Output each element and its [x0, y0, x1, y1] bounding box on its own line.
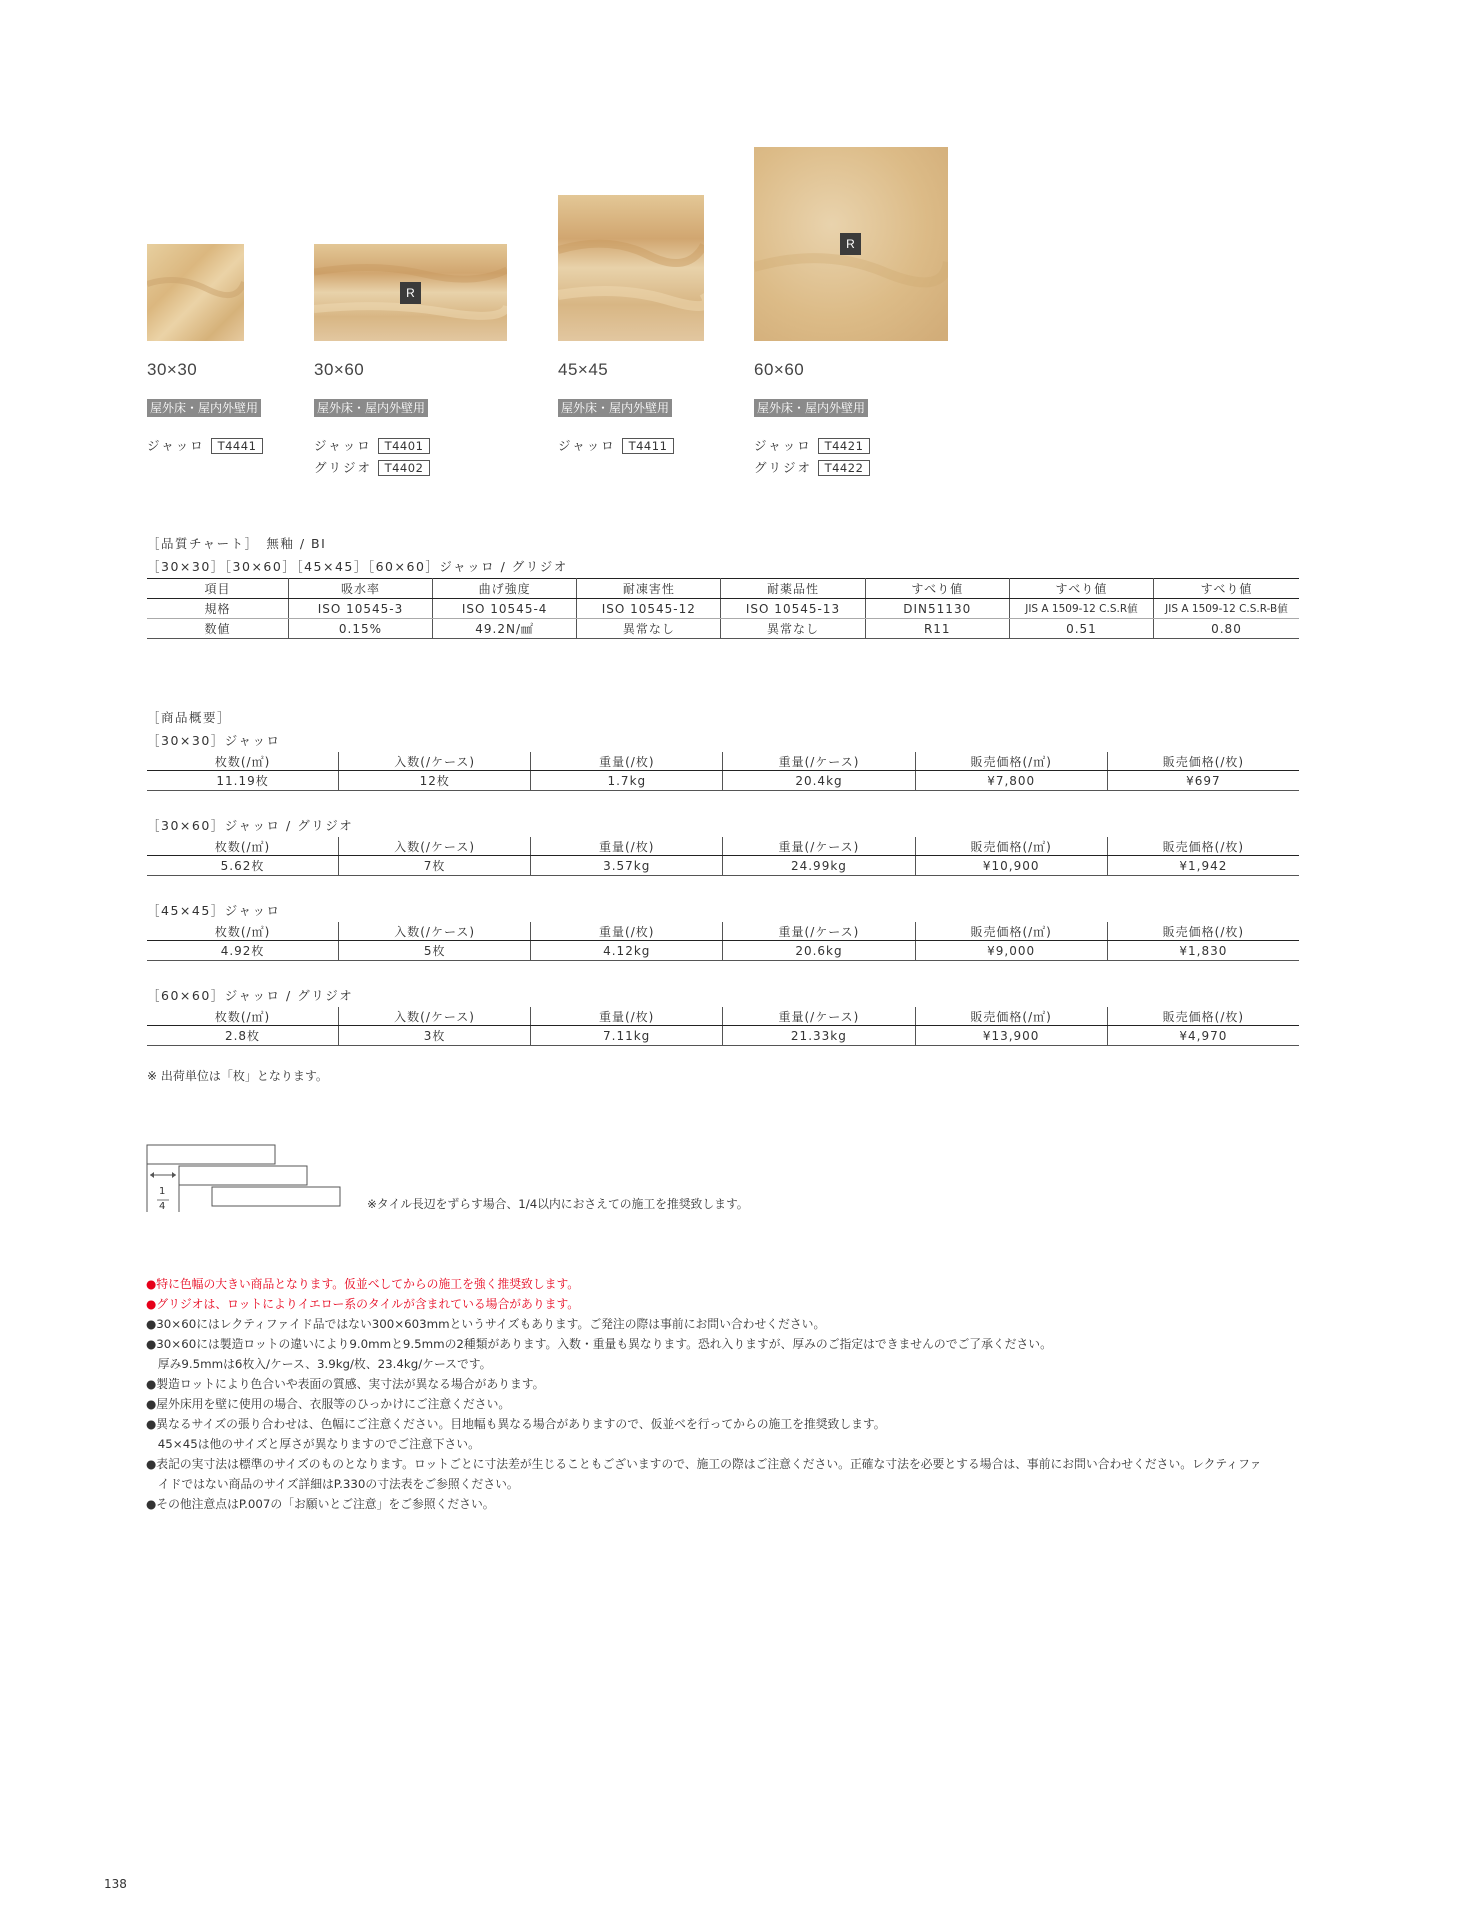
table-cell: 20.4kg: [723, 771, 915, 791]
table-cell: ISO 10545-12: [577, 599, 721, 619]
table-cell: ISO 10545-3: [288, 599, 432, 619]
product-entry: [558, 436, 674, 454]
summary-group-label: ［45×45］ジャッロ: [147, 903, 281, 918]
table-cell: 販売価格(/枚): [1107, 837, 1299, 856]
table-cell: 0.51: [1009, 619, 1153, 639]
tile-image-45x45: [558, 195, 704, 341]
table-cell: 異常なし: [577, 619, 721, 639]
table-cell: 項目: [147, 579, 288, 599]
table-cell: 数値: [147, 619, 288, 639]
offset-diagram-caption: ※タイル長辺をずらす場合、1/4以内におさえての施工を推奨致します。: [367, 1197, 749, 1211]
table-cell: 1.7kg: [531, 771, 723, 791]
table-cell: 21.33kg: [723, 1026, 915, 1046]
table-row: [147, 1026, 1299, 1046]
table-cell: ¥9,000: [915, 941, 1107, 961]
table-cell: 重量(/枚): [531, 922, 723, 941]
usage-badge: 屋外床・屋内外壁用: [558, 399, 672, 417]
fraction-denominator: 4: [159, 1201, 166, 1212]
note-item: ●30×60には製造ロットの違いにより9.0mmと9.5mmの2種類があります。入数・重量も異なります。恐れ入りますが、厚みのご指定はできませんのでご了承ください。: [146, 1337, 1052, 1351]
product-entry: [314, 436, 430, 454]
table-cell: ¥697: [1107, 771, 1299, 791]
table-cell: 重量(/枚): [531, 837, 723, 856]
table-cell: 3.57kg: [531, 856, 723, 876]
table-cell: 49.2N/㎟: [433, 619, 577, 639]
table-cell: JIS A 1509-12 C.S.R値: [1009, 599, 1153, 619]
table-cell: 5枚: [339, 941, 531, 961]
table-cell: 4.12kg: [531, 941, 723, 961]
table-cell: ISO 10545-13: [721, 599, 865, 619]
summary-group-label: ［30×30］ジャッロ: [147, 733, 281, 748]
table-cell: 販売価格(/㎡): [915, 922, 1107, 941]
table-cell: 販売価格(/㎡): [915, 752, 1107, 771]
table-cell: 重量(/ケース): [723, 752, 915, 771]
table-cell: 7.11kg: [531, 1026, 723, 1046]
table-row: [147, 856, 1299, 876]
product-name: ジャッロ: [754, 438, 812, 453]
note-item: 45×45は他のサイズと厚さが異なりますのでご注意下さい。: [146, 1437, 480, 1451]
table-cell: JIS A 1509-12 C.S.R-B値: [1153, 599, 1299, 619]
table-cell: 入数(/ケース): [339, 752, 531, 771]
table-cell: ¥1,942: [1107, 856, 1299, 876]
table-cell: 重量(/枚): [531, 1007, 723, 1026]
table-row: [147, 771, 1299, 791]
table-cell: 5.62枚: [147, 856, 339, 876]
table-cell: すべり値: [1009, 579, 1153, 599]
table-cell: 枚数(/㎡): [147, 1007, 339, 1026]
note-item: ●その他注意点はP.007の「お願いとご注意」をご参照ください。: [146, 1497, 495, 1511]
tile-size-label: 60×60: [754, 360, 805, 379]
table-cell: 重量(/ケース): [723, 837, 915, 856]
table-cell: ¥13,900: [915, 1026, 1107, 1046]
summary-group-label: ［30×60］ジャッロ / グリジオ: [147, 818, 354, 833]
table-cell: 枚数(/㎡): [147, 752, 339, 771]
table-cell: すべり値: [1153, 579, 1299, 599]
table-cell: 販売価格(/枚): [1107, 1007, 1299, 1026]
product-code: T4411: [622, 438, 674, 454]
product-name: グリジオ: [754, 460, 813, 475]
table-cell: DIN51130: [865, 599, 1009, 619]
tile-image-30x30: [147, 244, 244, 341]
page-number: 138: [104, 1877, 127, 1891]
table-cell: すべり値: [865, 579, 1009, 599]
tile-size-label: 30×30: [147, 360, 198, 379]
product-code: T4401: [378, 438, 430, 454]
table-cell: 販売価格(/枚): [1107, 752, 1299, 771]
summary-table: [147, 1007, 1299, 1046]
note-item: ●特に色幅の大きい商品となります。仮並べしてからの施工を強く推奨致します。: [146, 1277, 580, 1291]
table-row: [147, 941, 1299, 961]
table-row: [147, 922, 1299, 941]
note-item: ●製造ロットにより色合いや表面の質感、実寸法が異なる場合があります。: [146, 1377, 545, 1391]
note-item: 厚み9.5mmは6枚入/ケース、3.9kg/枚、23.4kg/ケースです。: [146, 1357, 492, 1371]
product-name: ジャッロ: [147, 438, 205, 453]
table-cell: 24.99kg: [723, 856, 915, 876]
product-code: T4422: [818, 460, 870, 476]
usage-badge: 屋外床・屋内外壁用: [147, 399, 261, 417]
summary-table: [147, 922, 1299, 961]
table-cell: 12枚: [339, 771, 531, 791]
product-entry: [754, 458, 870, 476]
table-row: [147, 619, 1299, 639]
table-cell: 3枚: [339, 1026, 531, 1046]
tile-size-label: 30×60: [314, 360, 365, 379]
note-item: イドではない商品のサイズ詳細はP.330の寸法表をご参照ください。: [146, 1477, 519, 1491]
product-code: T4421: [818, 438, 870, 454]
table-cell: 7枚: [339, 856, 531, 876]
table-cell: 曲げ強度: [433, 579, 577, 599]
usage-badge: 屋外床・屋内外壁用: [314, 399, 428, 417]
table-cell: 販売価格(/㎡): [915, 837, 1107, 856]
product-name: ジャッロ: [314, 438, 372, 453]
fraction-numerator: 1: [159, 1186, 166, 1197]
quality-table: [147, 578, 1299, 639]
quality-chart-subtitle: ［30×30］［30×60］［45×45］［60×60］ジャッロ / グリジオ: [147, 559, 568, 574]
table-row: [147, 599, 1299, 619]
table-cell: 耐凍害性: [577, 579, 721, 599]
table-cell: 2.8枚: [147, 1026, 339, 1046]
table-cell: 重量(/枚): [531, 752, 723, 771]
product-code: T4402: [378, 460, 430, 476]
table-cell: 異常なし: [721, 619, 865, 639]
table-cell: 入数(/ケース): [339, 922, 531, 941]
table-cell: 0.80: [1153, 619, 1299, 639]
note-item: ●屋外床用を壁に使用の場合、衣服等のひっかけにご注意ください。: [146, 1397, 511, 1411]
summary-table: [147, 752, 1299, 791]
rectified-badge: R: [840, 233, 861, 255]
table-cell: 4.92枚: [147, 941, 339, 961]
table-row: [147, 579, 1299, 599]
table-cell: 耐薬品性: [721, 579, 865, 599]
table-cell: ¥4,970: [1107, 1026, 1299, 1046]
table-cell: R11: [865, 619, 1009, 639]
tile-size-label: 45×45: [558, 360, 609, 379]
summary-group-label: ［60×60］ジャッロ / グリジオ: [147, 988, 354, 1003]
tile-image-30x60: [314, 244, 507, 341]
table-cell: 重量(/ケース): [723, 1007, 915, 1026]
quality-chart-title: ［品質チャート］ 無釉 / BⅠ: [147, 536, 327, 551]
table-cell: 20.6kg: [723, 941, 915, 961]
shipping-footnote: ※ 出荷単位は「枚」となります。: [147, 1069, 328, 1083]
table-row: [147, 837, 1299, 856]
product-entry: [314, 458, 430, 476]
table-cell: 入数(/ケース): [339, 1007, 531, 1026]
table-cell: 0.15%: [288, 619, 432, 639]
product-name: ジャッロ: [558, 438, 616, 453]
table-cell: 枚数(/㎡): [147, 837, 339, 856]
product-code: T4441: [211, 438, 263, 454]
usage-badge: 屋外床・屋内外壁用: [754, 399, 868, 417]
note-item: ●グリジオは、ロットによりイエロー系のタイルが含まれている場合があります。: [146, 1297, 580, 1311]
table-row: [147, 752, 1299, 771]
table-cell: 11.19枚: [147, 771, 339, 791]
tile-offset-diagram: [146, 1144, 346, 1214]
table-cell: 販売価格(/枚): [1107, 922, 1299, 941]
table-cell: 枚数(/㎡): [147, 922, 339, 941]
table-cell: ¥10,900: [915, 856, 1107, 876]
table-cell: ¥7,800: [915, 771, 1107, 791]
table-row: [147, 1007, 1299, 1026]
table-cell: ISO 10545-4: [433, 599, 577, 619]
summary-table: [147, 837, 1299, 876]
note-item: ●異なるサイズの張り合わせは、色幅にご注意ください。目地幅も異なる場合がありますので、仮並べを行ってからの施工を推奨致します。: [146, 1417, 886, 1431]
product-entry: [754, 436, 870, 454]
table-cell: 重量(/ケース): [723, 922, 915, 941]
table-cell: 規格: [147, 599, 288, 619]
note-item: ●30×60にはレクティファイド品ではない300×603mmというサイズもあります。ご発注の際は事前にお問い合わせください。: [146, 1317, 826, 1331]
table-cell: 入数(/ケース): [339, 837, 531, 856]
tile-image-60x60: [754, 147, 948, 341]
table-cell: 吸水率: [288, 579, 432, 599]
table-cell: 販売価格(/㎡): [915, 1007, 1107, 1026]
table-cell: ¥1,830: [1107, 941, 1299, 961]
summary-title: ［商品概要］: [147, 710, 232, 725]
note-item: ●表記の実寸法は標準のサイズのものとなります。ロットごとに寸法差が生じることもございますので、施工の際はご注意ください。正確な寸法を必要とする場合は、事前にお問い合わせください。レクティファ: [146, 1457, 1262, 1471]
product-entry: [147, 436, 263, 454]
product-name: グリジオ: [314, 460, 373, 475]
rectified-badge: R: [400, 282, 421, 304]
